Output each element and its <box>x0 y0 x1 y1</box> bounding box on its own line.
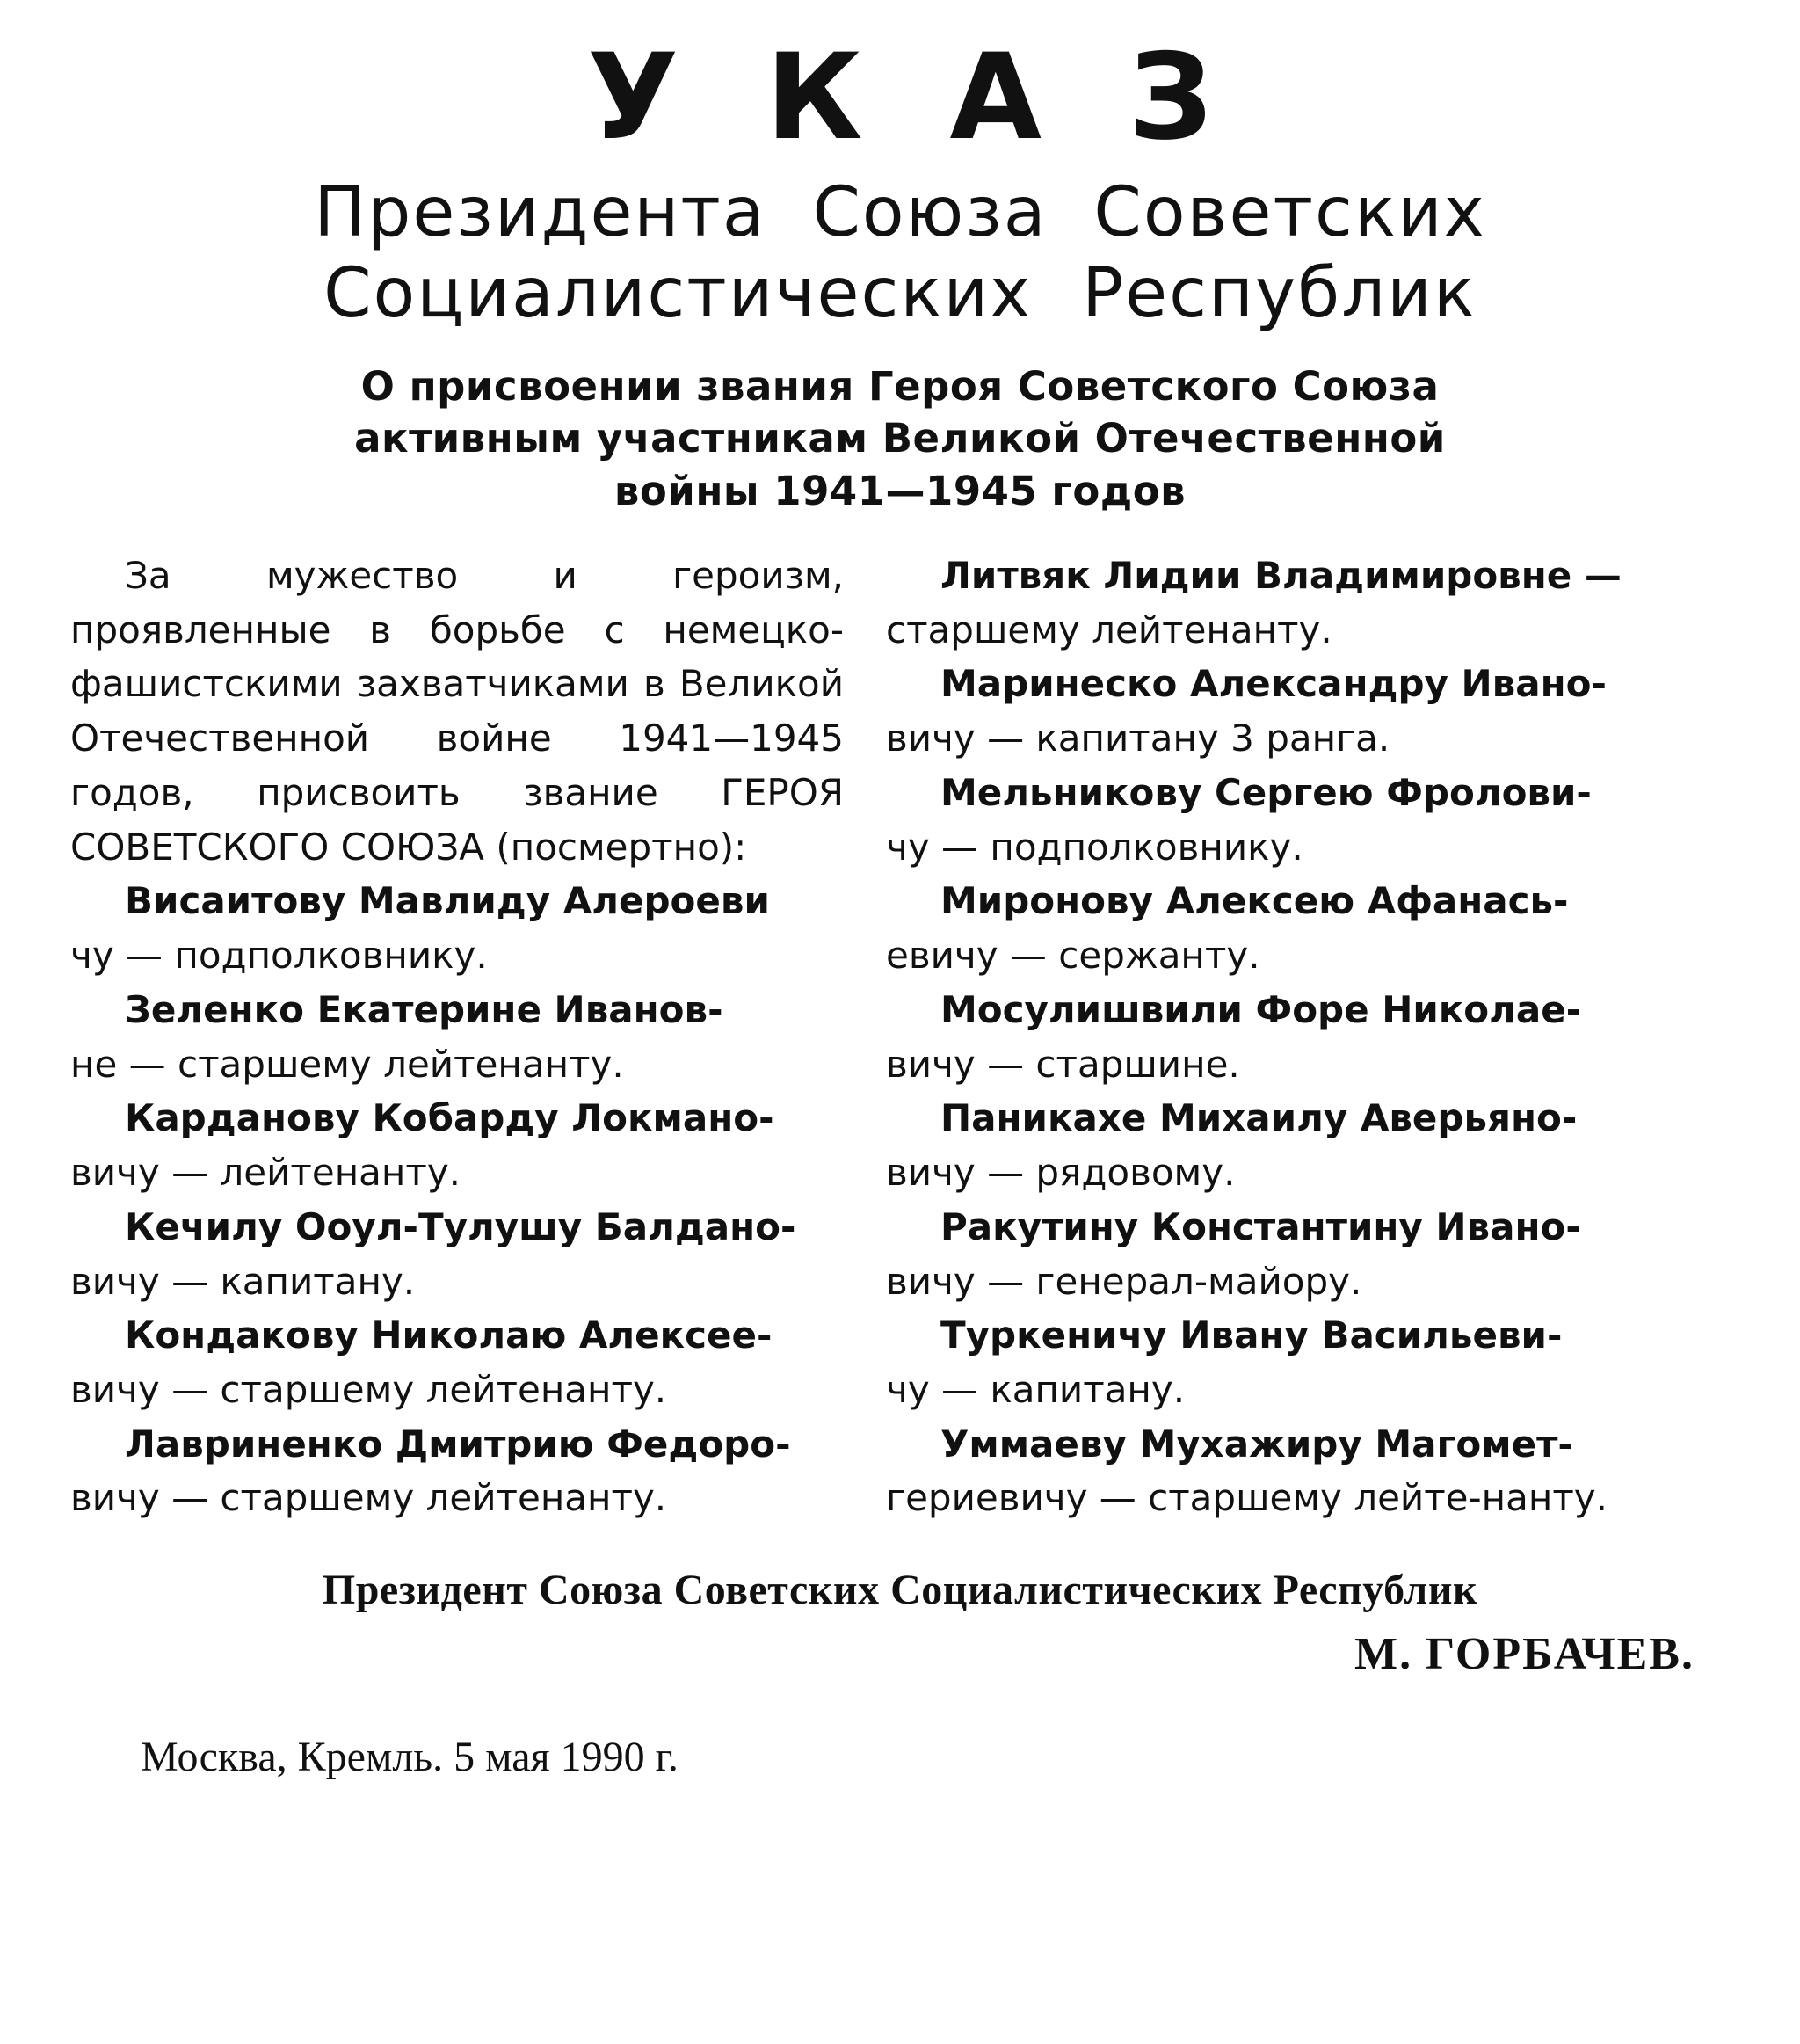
column-right <box>886 549 1659 1525</box>
awardee-rank-line: не — старшему лейтенанту. <box>70 1042 624 1086</box>
awardee-name: Зеленко Екатерине Иванов- <box>125 987 723 1031</box>
awardee-rank-line: чу — подполковнику. <box>886 825 1303 869</box>
intro-paragraph: За мужество и героизм, проявленные в борьбе с немецко-фашистскими захватчиками в Великой Отечественной войне 1941—1945 годов, присвоить звание ГЕРОЯ СОВЕТСКОГО СОЮЗА (посмертно): <box>70 553 844 869</box>
awardee-entry <box>70 1308 844 1363</box>
awardee-name: Ракутину Константину Ивано- <box>940 1204 1581 1248</box>
awardee-name: Висаитову Мавлиду Алероеви <box>125 879 770 923</box>
masthead <box>0 0 1800 517</box>
awardee-rank-line: чу — капитану. <box>886 1368 1186 1411</box>
awardee-entry <box>886 1417 1659 1472</box>
signatory-title: Президент Союза Советских Социалистических Республик <box>322 1567 1478 1614</box>
awardee-name: Лавриненко Дмитрию Федоро- <box>125 1422 791 1466</box>
awardee-rank-line: вичу — старшине. <box>886 1042 1240 1086</box>
awardee-rank-line: вичу — старшему лейтенанту. <box>70 1368 667 1411</box>
awardee-rank-line: гериевичу — старшему лейте-нанту. <box>886 1476 1608 1520</box>
awardee-entry <box>70 983 844 1037</box>
awardee-entry <box>886 766 1659 820</box>
awardee-rank-line: вичу — генерал-майору. <box>886 1259 1362 1303</box>
document-title: У К А З <box>587 28 1236 166</box>
awardee-rank-line: вичу — рядовому. <box>886 1151 1236 1195</box>
awardee-name: Паникахе Михаилу Аверьяно- <box>940 1096 1578 1140</box>
awardee-name: Кечилу Ооул-Тулушу Балдано- <box>125 1204 796 1248</box>
awardee-entry <box>70 1417 844 1472</box>
awardee-rank-line: старшему лейтенанту. <box>886 607 1332 651</box>
awardee-name: Уммаеву Мухажиру Магомет- <box>940 1422 1573 1466</box>
awardee-entry <box>70 1091 844 1146</box>
issuing-authority-line-2: Социалистических Республик <box>323 253 1477 333</box>
awardee-name: Литвяк Лидии Владимировне — <box>940 553 1622 597</box>
document-subject-line-3: войны 1941—1945 годов <box>613 467 1187 514</box>
signatory-name: М. ГОРБАЧЕВ. <box>1354 1629 1695 1680</box>
awardee-rank-line: вичу — капитану 3 ранга. <box>886 716 1390 760</box>
document-subject <box>0 360 1800 517</box>
awardee-name: Туркеничу Ивану Васильеви- <box>940 1313 1563 1357</box>
awardee-entry <box>886 549 1659 603</box>
awardee-rank-line: вичу — капитану. <box>70 1259 416 1303</box>
document-subject-line-2: активным участникам Великой Отечественной <box>354 415 1446 462</box>
document-subject-line-1: О присвоении звания Героя Советского Союза <box>360 362 1440 410</box>
awardee-entry <box>886 1200 1659 1255</box>
awardee-rank-line: вичу — лейтенанту. <box>70 1151 461 1195</box>
column-left <box>70 549 844 1525</box>
awardee-name: Мосулишвили Форе Николае- <box>940 987 1582 1031</box>
awardee-entry <box>886 874 1659 928</box>
signature-block <box>0 1566 1800 1680</box>
issuing-authority-line-1: Президента Союза Советских <box>314 172 1486 252</box>
awardee-entry <box>886 657 1659 711</box>
awardee-name: Мельникову Сергею Фролови- <box>940 770 1592 814</box>
awardee-entry <box>70 1200 844 1255</box>
awardee-entry <box>886 1308 1659 1363</box>
awardee-rank-line: чу — подполковнику. <box>70 934 488 978</box>
issuing-authority <box>0 172 1800 334</box>
awardee-entry <box>886 1091 1659 1146</box>
awardee-entry <box>70 874 844 928</box>
body-columns <box>0 549 1800 1525</box>
awardee-rank-line: вичу — старшему лейтенанту. <box>70 1476 667 1520</box>
awardee-name: Кондакову Николаю Алексее- <box>125 1313 773 1357</box>
awardee-name: Маринеско Александру Ивано- <box>940 662 1607 706</box>
awardee-rank-line: евичу — сержанту. <box>886 934 1260 978</box>
place-and-date: Москва, Кремль. 5 мая 1990 г. <box>141 1734 679 1781</box>
awardee-name: Карданову Кобарду Локмано- <box>125 1096 774 1140</box>
awardee-name: Миронову Алексею Афанась- <box>940 879 1569 923</box>
awardee-entry <box>886 983 1659 1037</box>
